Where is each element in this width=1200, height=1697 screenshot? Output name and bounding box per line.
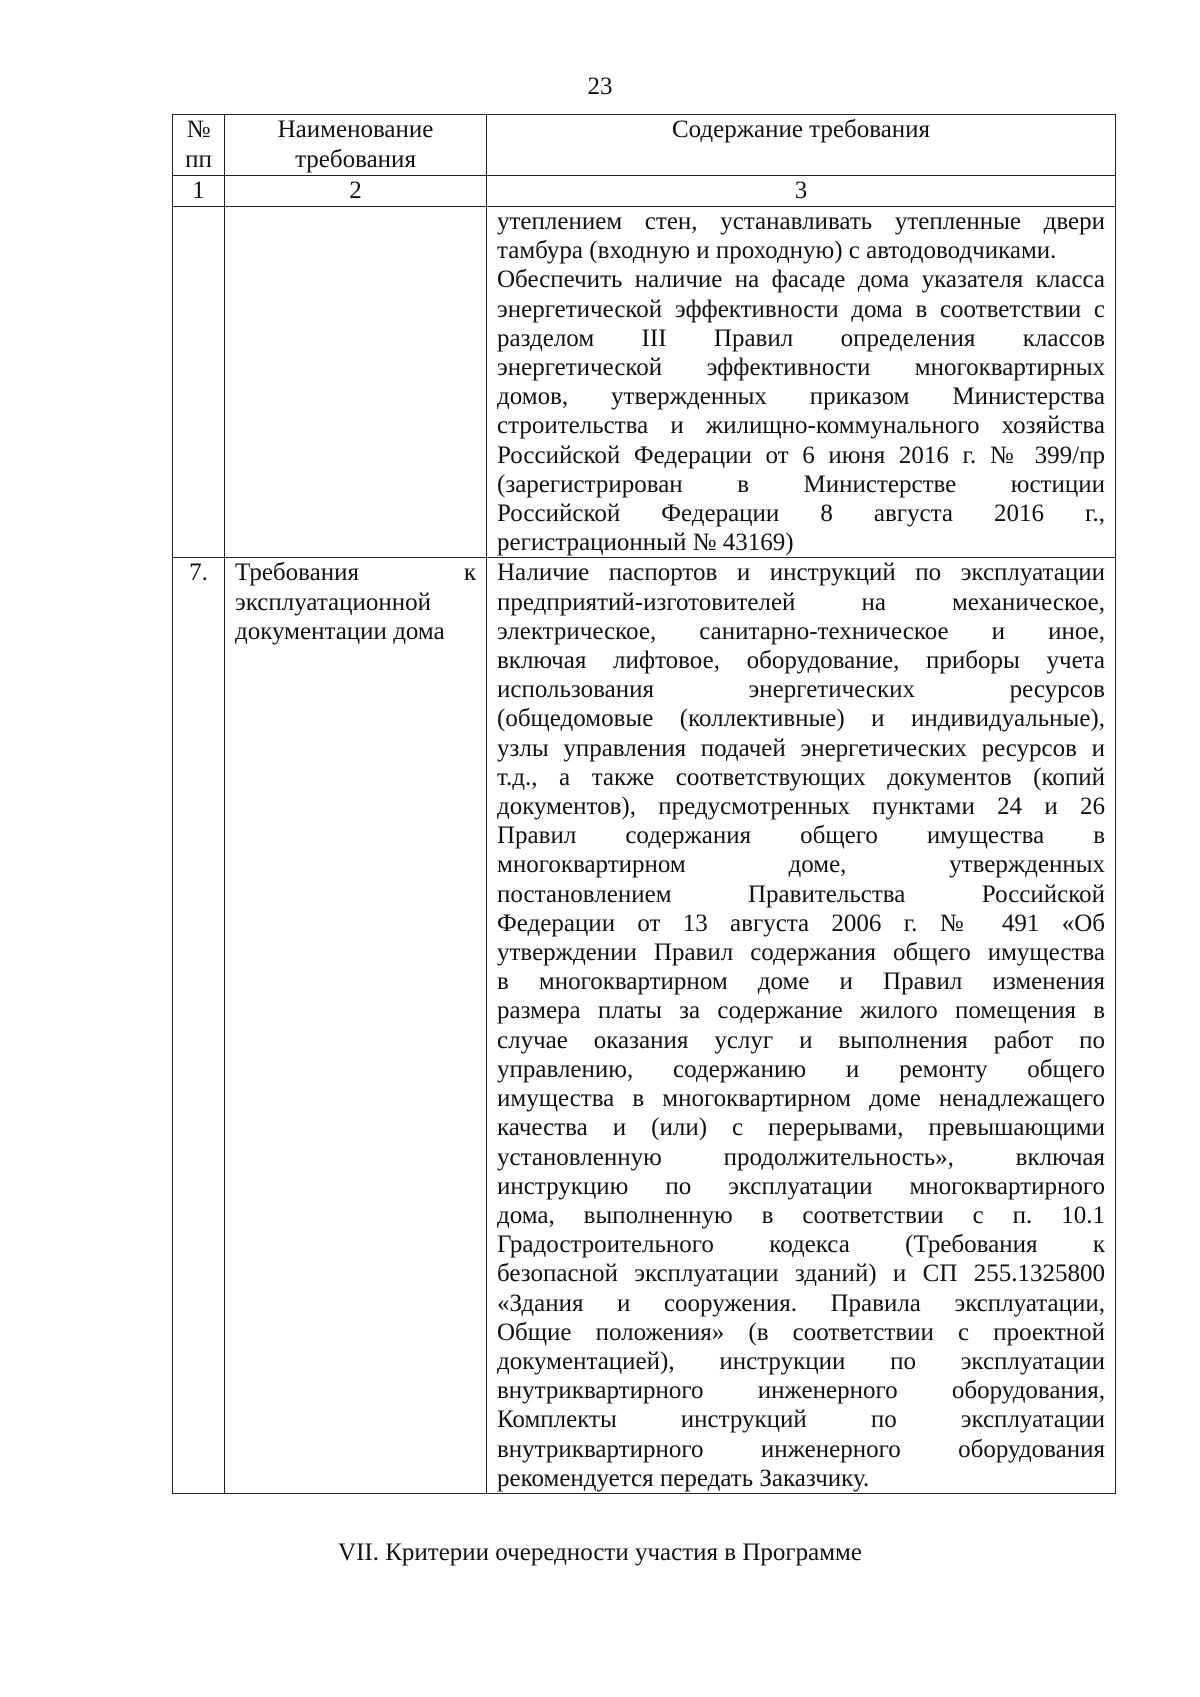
requirement-content-line: электрическое, санитарно-техническое и иное, xyxy=(497,617,1105,645)
requirement-content-line: размера платы за содержание жилого помещения в xyxy=(497,997,1105,1025)
continuation-name-cell xyxy=(225,207,487,558)
requirement-content-line: Правил содержания общего имущества в xyxy=(497,822,1105,850)
header-content xyxy=(487,115,1116,176)
continuation-line: энергетической эффективности дома в соответствии с xyxy=(497,295,1105,323)
requirement-content-line: Градостроительного кодекса (Требования к xyxy=(497,1231,1105,1259)
column-number-row xyxy=(173,176,1116,207)
requirement-content-line: (общедомовые (коллективные) и индивидуальные), xyxy=(497,705,1105,733)
header-name-line-1: Наименование xyxy=(277,116,434,143)
column-number-2: 2 xyxy=(225,176,487,207)
requirement-name-cell xyxy=(225,558,487,1494)
continuation-line: разделом III Правил определения классов xyxy=(497,324,1105,352)
continuation-number-cell xyxy=(173,207,225,558)
requirement-content-line: «Здания и сооружения. Правила эксплуатации, xyxy=(497,1289,1105,1317)
requirement-content-line: дома, выполненную в соответствии с п. 10.1 xyxy=(497,1201,1105,1229)
requirement-content-line: внутриквартирного инженерного оборудования xyxy=(497,1435,1105,1463)
requirement-content-cell xyxy=(487,558,1116,1494)
requirement-content-line: использования энергетических ресурсов xyxy=(497,676,1105,704)
requirement-content-line: случае оказания услуг и выполнения работ по xyxy=(497,1026,1105,1054)
requirement-name-line: документации дома xyxy=(235,617,445,645)
requirement-content-line: предприятий-изготовителей на механическое, xyxy=(497,588,1105,616)
column-number-3: 3 xyxy=(487,176,1116,207)
header-number-line-2: пп xyxy=(185,146,212,173)
requirement-content-line: имущества в многоквартирном доме ненадлежащего xyxy=(497,1085,1105,1113)
requirement-content-line: многоквартирном доме, утвержденных xyxy=(497,851,1105,879)
continuation-line: тамбура (входную и проходную) с автодоводчиками. xyxy=(497,237,1057,265)
requirement-content-line: внутриквартирного инженерного оборудования, xyxy=(497,1377,1105,1405)
requirements-table xyxy=(172,114,1116,1494)
continuation-line: утеплением стен, устанавливать утепленные двери xyxy=(497,208,1105,235)
page-number: 23 xyxy=(587,73,613,100)
continuation-line: (зарегистрирован в Министерстве юстиции xyxy=(497,470,1105,498)
requirement-content-line: Федерации от 13 августа 2006 г. № 491 «Об xyxy=(497,909,1105,937)
continuation-line: домов, утвержденных приказом Министерства xyxy=(497,383,1105,411)
header-number-line-1: № xyxy=(186,116,211,143)
requirement-content-line: узлы управления подачей энергетических ресурсов и xyxy=(497,734,1105,762)
requirement-content-line: документацией), инструкции по эксплуатации xyxy=(497,1347,1105,1375)
continuation-line: энергетической эффективности многоквартирных xyxy=(497,354,1105,382)
row-number: 7. xyxy=(173,558,225,1494)
continuation-line: регистрационный № 43169) xyxy=(497,529,794,557)
requirement-content-line: качества и (или) с перерывами, превышающими xyxy=(497,1114,1105,1142)
continuation-line: строительства и жилищно-коммунального хозяйства xyxy=(497,412,1105,440)
continuation-line: Обеспечить наличие на фасаде дома указателя класса xyxy=(497,266,1105,294)
requirement-content-line: т.д., а также соответствующих документов (копий xyxy=(497,763,1105,791)
continuation-line: Российской Федерации 8 августа 2016 г., xyxy=(497,500,1105,528)
requirement-content-line: Комплекты инструкций по эксплуатации xyxy=(497,1406,1105,1434)
requirement-content-line: управлению, содержанию и ремонту общего xyxy=(497,1055,1105,1083)
requirement-name-line: эксплуатационной xyxy=(235,588,432,616)
requirement-content-line: установленную продолжительность», включая xyxy=(497,1143,1105,1171)
continuation-content-cell xyxy=(487,207,1116,558)
header-number xyxy=(173,115,225,176)
section-heading: VII. Критерии очередности участия в Программе xyxy=(338,1539,862,1566)
requirement-content-line: безопасной эксплуатации зданий) и СП 255.1325800 xyxy=(497,1260,1105,1288)
requirement-content-line: постановлением Правительства Российской xyxy=(497,880,1105,908)
table-row-continuation xyxy=(173,207,1116,558)
table-row-7 xyxy=(173,558,1116,1494)
column-number-1: 1 xyxy=(173,176,225,207)
requirement-content-line: Наличие паспортов и инструкций по эксплуатации xyxy=(497,559,1105,587)
requirement-name-line: Требования к xyxy=(235,559,476,587)
header-content-label: Содержание требования xyxy=(671,116,931,143)
header-name-line-2: требования xyxy=(295,146,416,173)
requirement-content-line: утверждении Правил содержания общего имущества xyxy=(497,939,1105,967)
requirement-content-line: в многоквартирном доме и Правил изменения xyxy=(497,968,1105,996)
requirement-content-line: рекомендуется передать Заказчику. xyxy=(497,1464,870,1492)
table-header-row xyxy=(173,115,1116,176)
requirement-content-line: инструкцию по эксплуатации многоквартирного xyxy=(497,1172,1105,1200)
continuation-line: Российской Федерации от 6 июня 2016 г. № 399/пр xyxy=(497,441,1105,469)
requirement-content-line: включая лифтовое, оборудование, приборы учета xyxy=(497,647,1105,675)
requirement-content-line: документов), предусмотренных пунктами 24 и 26 xyxy=(497,793,1105,821)
header-name xyxy=(225,115,487,176)
requirement-content-line: Общие положения» (в соответствии с проектной xyxy=(497,1318,1105,1346)
